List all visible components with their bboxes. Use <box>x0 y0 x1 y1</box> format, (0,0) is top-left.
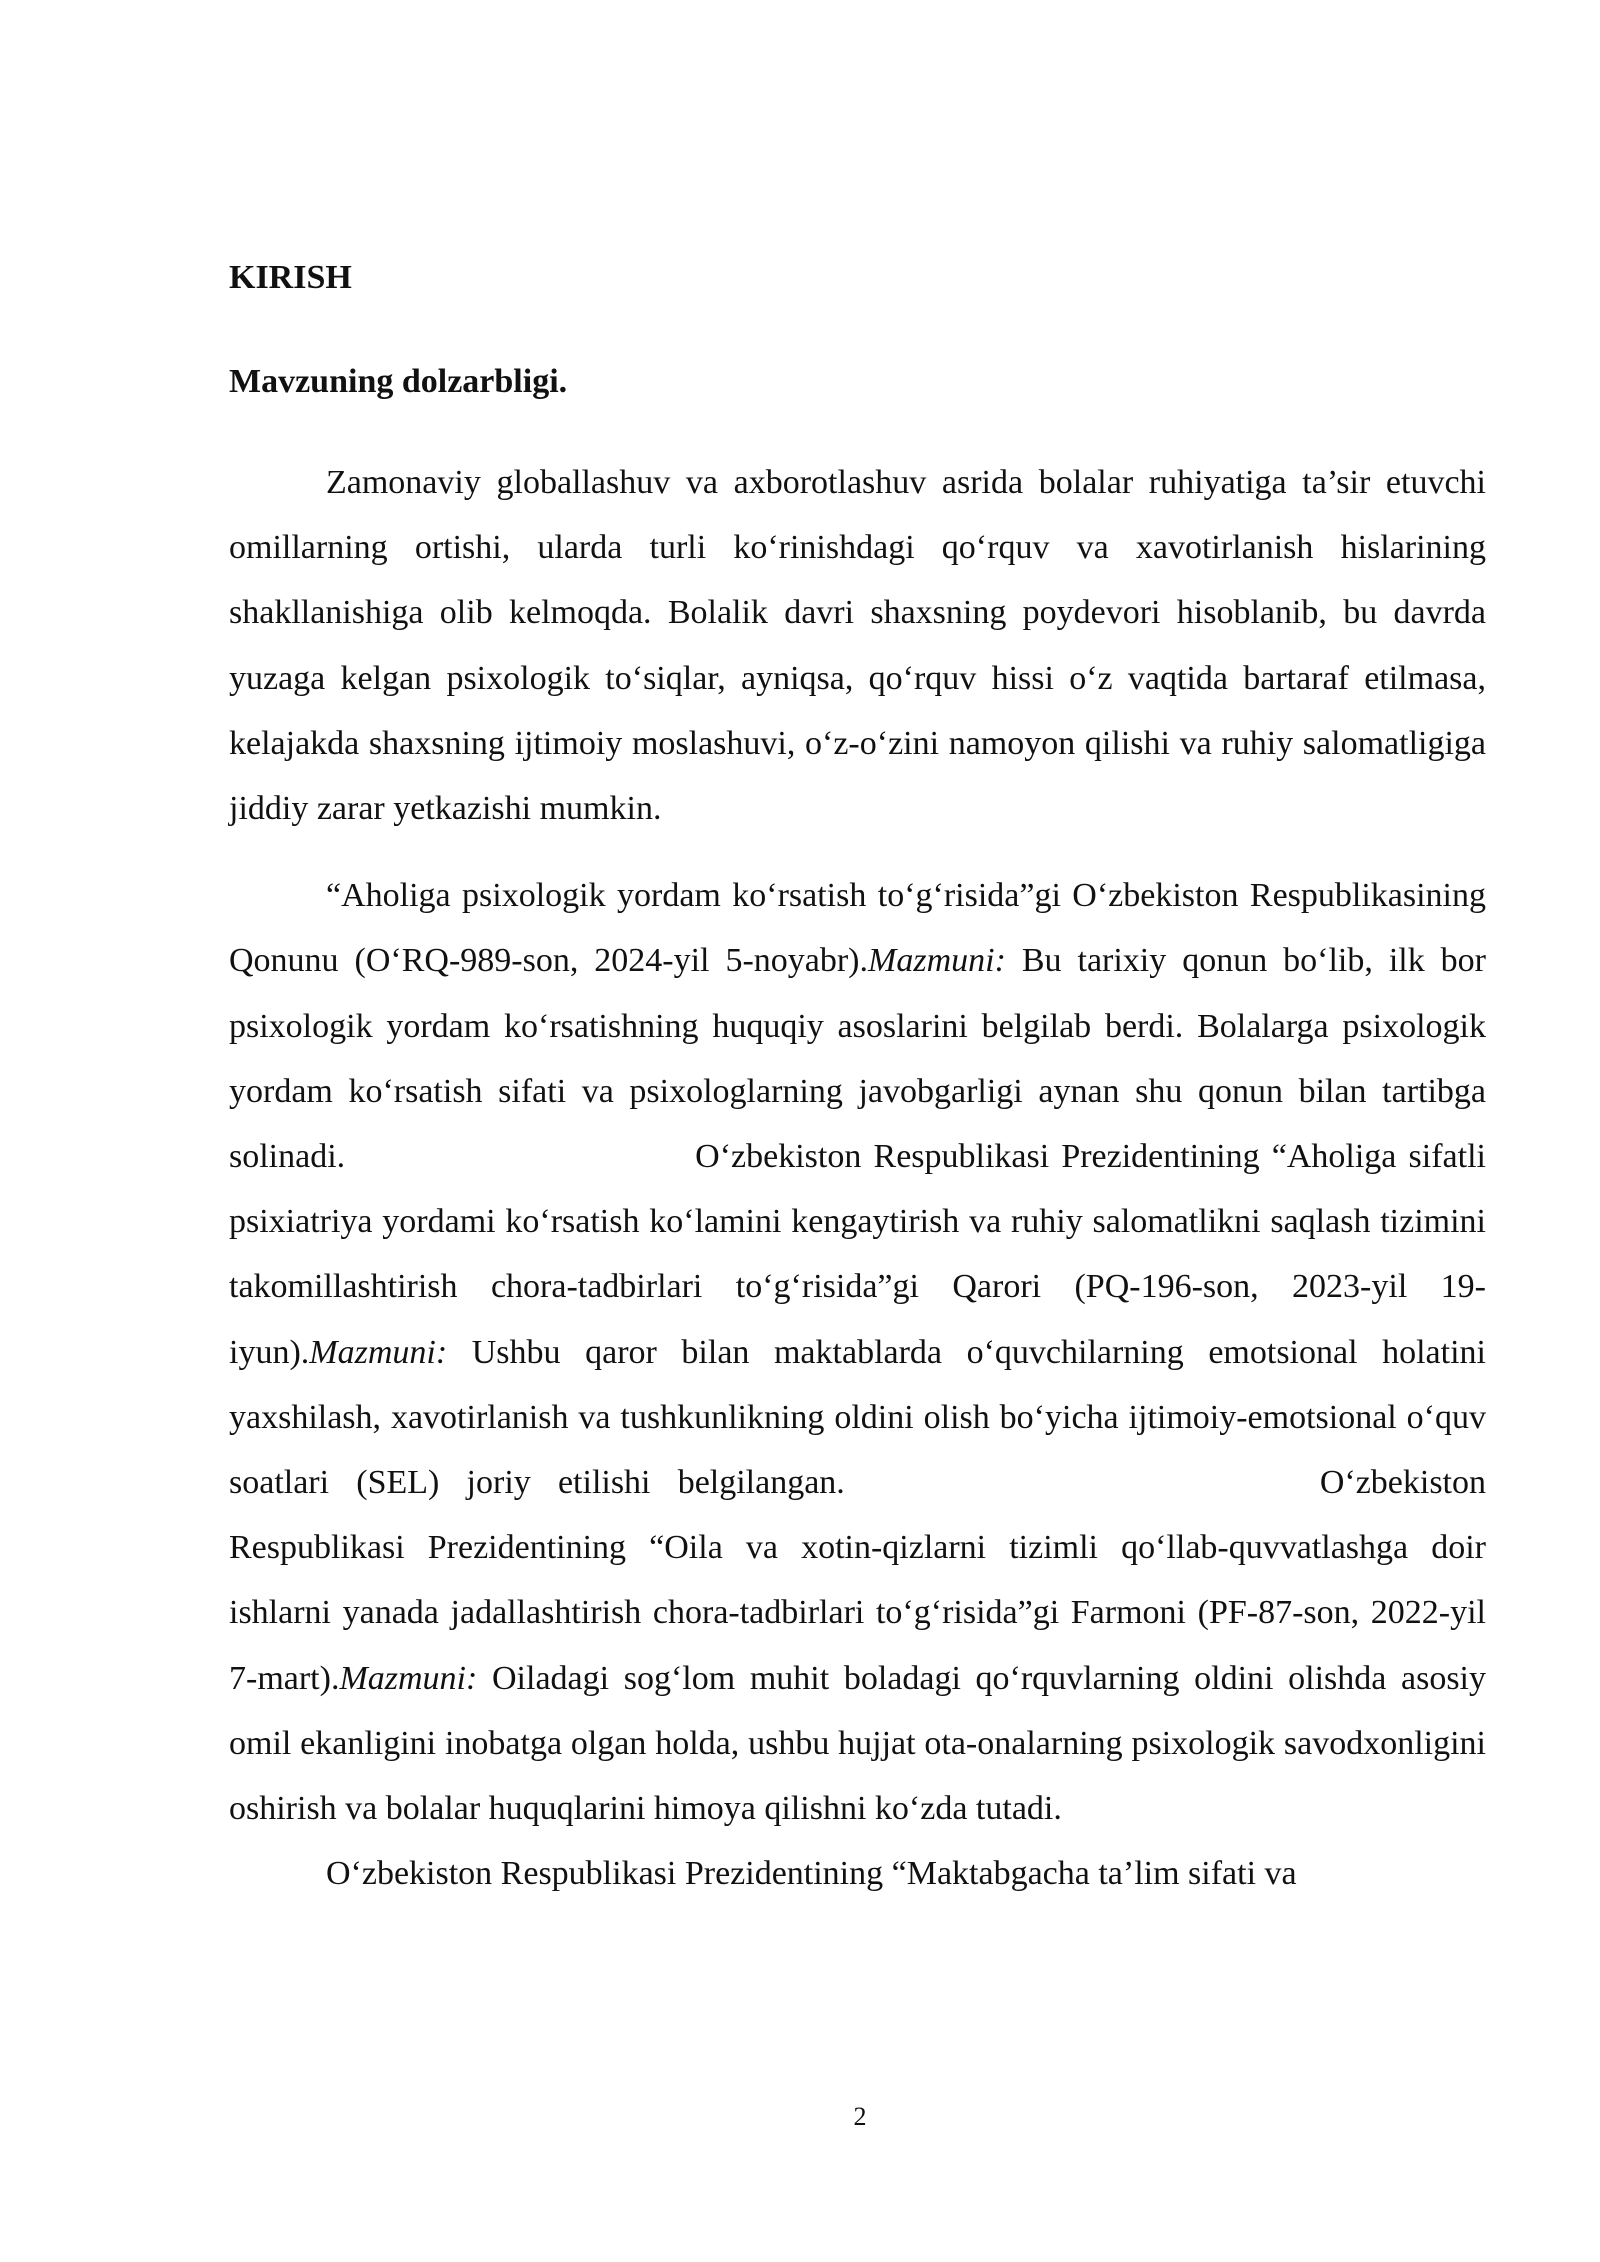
section-heading: KIRISH <box>229 259 352 296</box>
page-number: 2 <box>853 2102 867 2131</box>
law-3-title: O‘zbekiston Respublikasi Prezidentining “Oila va xotin-qizlarni tizimli qo‘llab-quvvatlashga doir ishlarni yanada jadallashtirish chora-tadbirlari to‘g‘risida”gi Farmoni (PF-87-son, 2022-yil 7-mart). <box>229 1464 1486 1697</box>
paragraph-intro-text: Zamonaviy globallashuv va axborotlashuv asrida bolalar ruhiyatiga ta’sir etuvchi omillarning ortishi, ularda turli ko‘rinishdagi qo‘rquv va xavotirlanish hislarining shakllanishiga olib kelmoqda. Bolalik davri shaxsning poydevori hisoblanib, bu davrda yuzaga kelgan psixologik to‘siqlar, ayniqsa, qo‘rquv hissi o‘z vaqtida bartaraf etilmasa, kelajakda shaxsning ijtimoiy moslashuvi, o‘z-o‘zini namoyon qilishi va ruhiy salomatligiga jiddiy zarar yetkazishi mumkin. <box>229 464 1486 828</box>
paragraph-laws <box>229 863 1486 1841</box>
paragraph-last <box>229 1841 1486 1906</box>
law-1-label: Mazmuni: <box>868 942 1006 980</box>
body-text <box>229 450 1486 1906</box>
law-3-label: Mazmuni: <box>339 1659 478 1697</box>
paragraph-intro <box>229 450 1486 841</box>
law-2-label: Mazmuni: <box>309 1333 448 1371</box>
law-2-content: Ushbu qaror bilan maktablarda o‘quvchilarning emotsional holatini yaxshilash, xavotirlanish va tushkunlikning oldini olish bo‘yicha ijtimoiy-emotsional o‘quv soatlari (SEL) joriy etilishi belgilangan. <box>229 1333 1486 1502</box>
law-1-content: Bu tarixiy qonun bo‘lib, ilk bor psixologik yordam ko‘rsatishning huquqiy asoslarini belgilab berdi. Bolalarga psixologik yordam ko‘rsatish sifati va psixologlarning javobgarligi aynan shu qonun bilan tartibga solinadi. <box>229 942 1487 1176</box>
law-1-title: “Aholiga psixologik yordam ko‘rsatish to‘g‘risida”gi O‘zbekiston Respublikasining Qonunu (O‘RQ-989-son, 2024-yil 5-noyabr). <box>229 877 1486 980</box>
law-2-title: O‘zbekiston Respublikasi Prezidentining “Aholiga sifatli psixiatriya yordami ko‘rsatish ko‘lamini kengaytirish va ruhiy salomatlikni saqlash tizimini takomillashtirish chora-tadbirlari to‘g‘risida”gi Qarori (PQ-196-son, 2023-yil 19-iyun). <box>229 1138 1486 1371</box>
law-3-content: Oiladagi sog‘lom muhit boladagi qo‘rquvlarning oldini olishda asosiy omil ekanligini inobatga olgan holda, ushbu hujjat ota-onalarning psixologik savodxonligini oshirish va bolalar huquqlarini himoya qilishni ko‘zda tutadi. <box>229 1659 1486 1828</box>
paragraph-last-text: O‘zbekiston Respublikasi Prezidentining “Maktabgacha ta’lim sifati va <box>326 1855 1297 1893</box>
subsection-heading: Mavzuning dolzarbligi. <box>229 363 568 400</box>
